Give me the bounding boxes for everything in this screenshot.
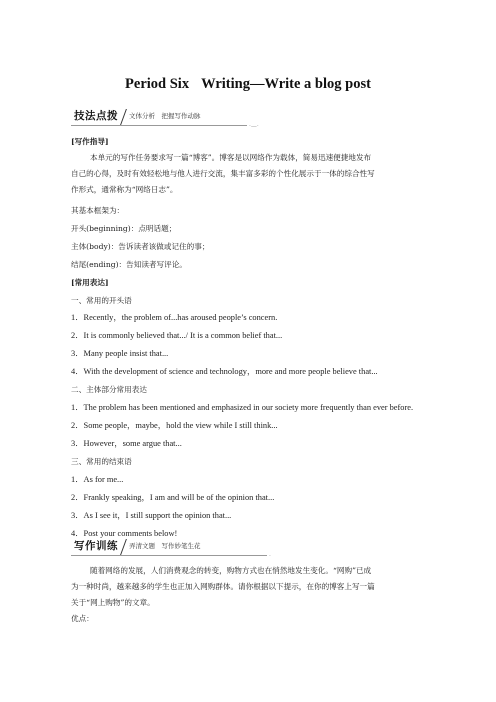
intro-line: 自己的心得，及时有效轻松地与他人进行交流，集丰富多彩的个性化展示于一体的综合性写 bbox=[71, 169, 375, 178]
expression-item: 4．Post your comments below! bbox=[71, 529, 178, 538]
expression-item: 3．Many people insist that... bbox=[71, 349, 169, 358]
group-title: 三、常用的结束语 bbox=[71, 457, 132, 466]
expression-item: 2．Frankly speaking，I am and will be of the opinion that... bbox=[71, 493, 275, 502]
framework-item: 结尾(ending)：告知读者写评论。 bbox=[71, 260, 187, 269]
expression-item: 2．It is commonly believed that.../ It is a common belief that... bbox=[71, 331, 283, 340]
page-title bbox=[0, 76, 496, 93]
framework-item: 开头(beginning)：点明话题； bbox=[71, 224, 177, 233]
expression-item: 1．As for me... bbox=[71, 475, 124, 484]
writing-guide-heading: [写作指导] bbox=[71, 137, 109, 146]
expression-item: 3．However，some argue that... bbox=[71, 439, 182, 448]
banner-underline bbox=[71, 125, 247, 126]
expression-item: 2．Some people，maybe，hold the view while I still think... bbox=[71, 421, 278, 430]
prompt-line: 为一种时尚，越来越多的学生也正加入网购群体。请你根据以下提示，在你的博客上写一篇 bbox=[71, 582, 375, 591]
banner-dots: ·—· bbox=[249, 123, 259, 130]
prompt-line: 关于“网上购物”的文章。 bbox=[71, 598, 155, 607]
intro-line: 本单元的写作任务要求写一篇“博客”。博客是以网络作为载体，简易迅速便捷地发布 bbox=[90, 153, 372, 162]
banner-dots: · bbox=[269, 553, 271, 560]
expression-item: 1．The problem has been mentioned and emphasized in our society more frequently than ever before. bbox=[71, 403, 414, 412]
expression-item: 4．With the development of science and technology，more and more people believe that... bbox=[71, 367, 378, 376]
framework-item: 主体(body)：告诉读者该做或记住的事； bbox=[71, 242, 210, 251]
title-task: Writing—Write a blog post bbox=[201, 76, 371, 92]
banner-technique-label: 技法点拨 bbox=[74, 110, 118, 122]
title-period: Period Six bbox=[125, 76, 190, 92]
banner-technique-sub: 文体分析 把握写作动脉 bbox=[129, 112, 201, 120]
expression-item: 1．Recently，the problem of...has aroused people’s concern. bbox=[71, 313, 278, 322]
expression-item: 3．As I see it，I still support the opinion that... bbox=[71, 511, 232, 520]
banner-underline bbox=[71, 555, 267, 556]
group-title: 二、主体部分常用表达 bbox=[71, 385, 147, 394]
intro-line: 作形式，通常称为“网络日志”。 bbox=[71, 185, 178, 194]
banner-technique bbox=[71, 108, 277, 130]
banner-slash bbox=[120, 539, 127, 555]
prompt-line: 随着网络的发展，人们消费观念的转变，购物方式也在悄然地发生变化。“网购”已成 bbox=[90, 566, 372, 575]
banner-practice-sub: 弄清文题 写作妙笔生花 bbox=[129, 542, 201, 550]
advantages-label: 优点： bbox=[71, 614, 94, 623]
banner-practice bbox=[71, 538, 277, 560]
banner-slash bbox=[120, 109, 127, 125]
banner-practice-label: 写作训练 bbox=[74, 540, 118, 552]
common-expressions-heading: [常用表达] bbox=[71, 278, 109, 287]
framework-label: 其基本框架为： bbox=[71, 206, 125, 215]
group-title: 一、常用的开头语 bbox=[71, 296, 132, 305]
